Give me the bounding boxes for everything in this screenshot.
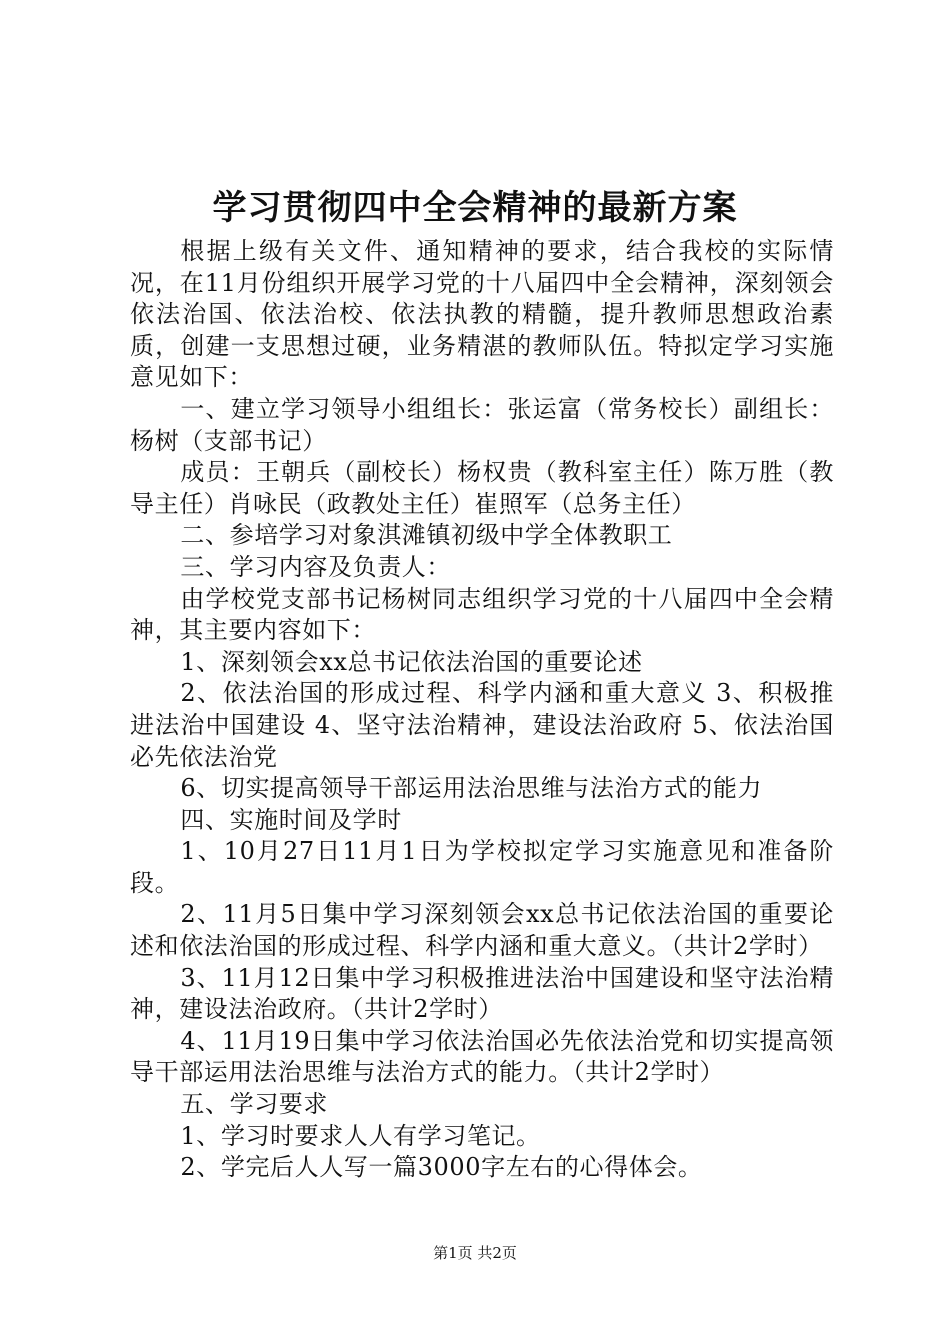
- paragraph-schedule-4: 4、11月19日集中学习依法治国必先依法治党和切实提高领导干部运用法治思维与法治方式的能力。（共计2学时）: [130, 1026, 834, 1087]
- paragraph-content-items-2-5: 2、依法治国的形成过程、科学内涵和重大意义 3、积极推进法治中国建设 4、坚守法治精神，建设法治政府 5、依法治国必先依法治党: [130, 679, 834, 771]
- document-body: [130, 236, 834, 1184]
- document-title: 学习贯彻四中全会精神的最新方案: [212, 188, 738, 228]
- paragraph-schedule-1: 1、10月27日11月1日为学校拟定学习实施意见和准备阶段。: [130, 837, 834, 897]
- paragraph-intro: 根据上级有关文件、通知精神的要求，结合我校的实际情况，在11月份组织开展学习党的十八届四中全会精神，深刻领会依法治国、依法治校、依法执教的精髓，提升教师思想政治素质，创建一支思想过硬，业务精湛的教师队伍。特拟定学习实施意见如下：: [130, 237, 834, 392]
- paragraph-members: 成员：王朝兵（副校长）杨权贵（教科室主任）陈万胜（教导主任）肖咏民（政教处主任）崔照军（总务主任）: [130, 458, 834, 518]
- paragraph-schedule-heading: 四、实施时间及学时: [180, 805, 402, 834]
- paragraph-schedule-3: 3、11月12日集中学习积极推进法治中国建设和坚守法治精神，建设法治政府。（共计2学时）: [130, 963, 834, 1024]
- paragraph-content-intro: 由学校党支部书记杨树同志组织学习党的十八届四中全会精神，其主要内容如下：: [130, 584, 834, 645]
- paragraph-content-heading: 三、学习内容及负责人：: [180, 552, 451, 581]
- paragraph-content-item-1: 1、深刻领会xx总书记依法治国的重要论述: [180, 647, 643, 676]
- paragraph-content-item-6: 6、切实提高领导干部运用法治思维与法治方式的能力: [180, 774, 763, 803]
- paragraph-leadership-group: 一、建立学习领导小组组长：张运富（常务校长）副组长：杨树（支部书记）: [130, 394, 834, 455]
- page-number-footer: 第1页 共2页: [433, 1244, 517, 1262]
- paragraph-requirement-1: 1、学习时要求人人有学习笔记。: [180, 1121, 541, 1150]
- paragraph-participants: 二、参培学习对象淇滩镇初级中学全体教职工: [180, 521, 673, 550]
- paragraph-requirements-heading: 五、学习要求: [180, 1090, 328, 1119]
- paragraph-schedule-2: 2、11月5日集中学习深刻领会xx总书记依法治国的重要论述和依法治国的形成过程、科学内涵和重大意义。（共计2学时）: [130, 900, 834, 961]
- paragraph-requirement-2: 2、学完后人人写一篇3000字左右的心得体会。: [180, 1153, 703, 1182]
